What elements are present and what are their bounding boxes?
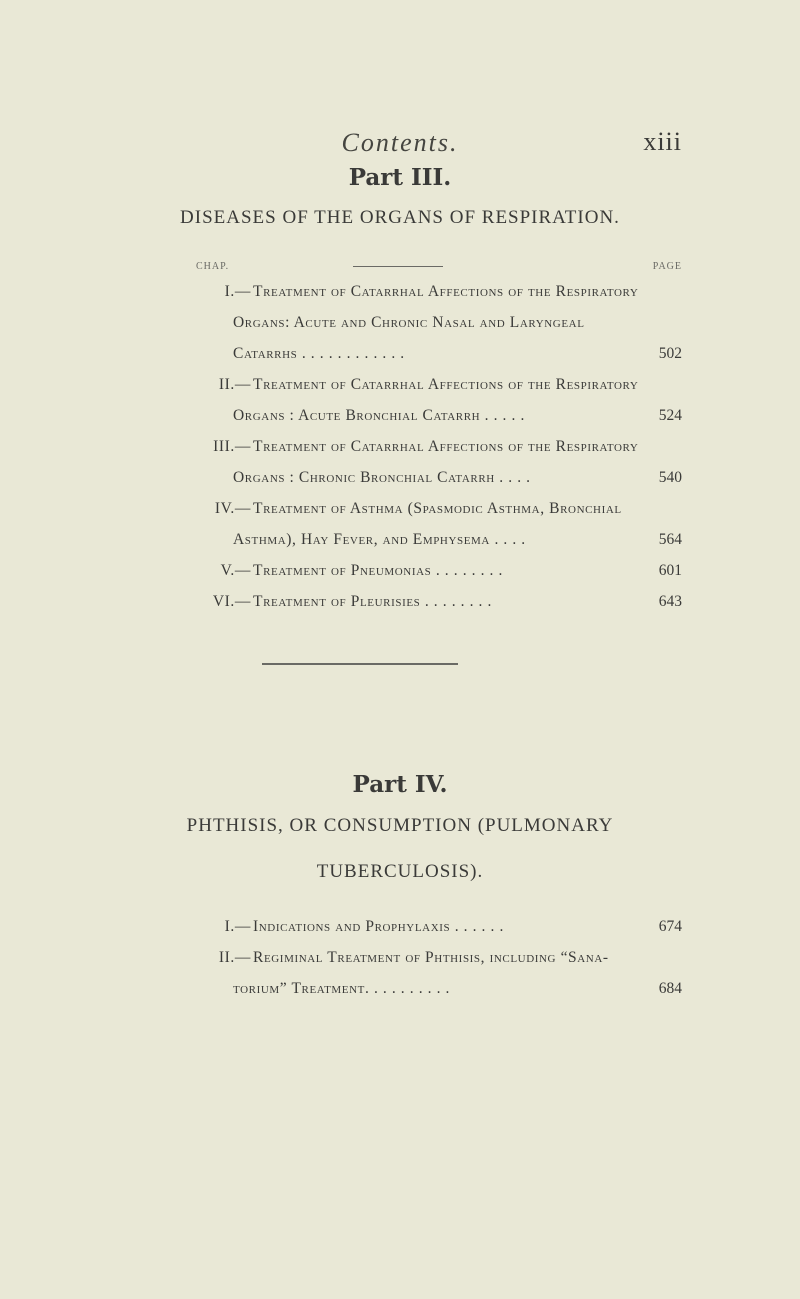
toc-entry-chapter-iii bbox=[213, 438, 683, 456]
header-rule bbox=[353, 266, 443, 267]
toc-entry-part-iv-chapter-i bbox=[224, 918, 683, 936]
chapter-title-line: Treatment of Pneumonias . . . . . . . . bbox=[253, 562, 503, 579]
chapter-number: I.— bbox=[224, 283, 251, 300]
chapter-page-number: 643 bbox=[658, 593, 682, 610]
chapter-number: VI.— bbox=[212, 593, 251, 610]
page-label: PAGE bbox=[652, 261, 682, 272]
toc-entry-chapter-v bbox=[220, 562, 683, 580]
toc-entry-chapter-vi bbox=[212, 593, 683, 611]
chapter-title-line: Organs : Chronic Bronchial Catarrh . . . . bbox=[233, 469, 531, 486]
chapter-number: I.— bbox=[224, 918, 251, 935]
chapter-page-number: 684 bbox=[658, 980, 682, 997]
toc-entry-chapter-ii bbox=[218, 376, 683, 394]
chapter-title-line: Treatment of Catarrhal Affections of the Respiratory bbox=[253, 376, 639, 393]
part-iv-title: Part IV. bbox=[352, 771, 448, 798]
chapter-page-number: 524 bbox=[658, 407, 682, 424]
toc-entry-part-iv-chapter-ii bbox=[218, 949, 683, 967]
chapter-page-number: 564 bbox=[658, 531, 682, 548]
chapter-page-number: 601 bbox=[658, 562, 682, 579]
chapter-title-line: torium” Treatment. . . . . . . . . . bbox=[233, 980, 451, 997]
chapter-page-number: 502 bbox=[658, 345, 682, 362]
chapter-number: II.— bbox=[218, 949, 251, 966]
chapter-title-line: Treatment of Asthma (Spasmodic Asthma, Bronchial bbox=[253, 500, 622, 517]
chapter-number: V.— bbox=[220, 562, 251, 579]
chapter-title-line: Treatment of Pleurisies . . . . . . . . bbox=[253, 593, 492, 610]
running-title: Contents. bbox=[341, 128, 459, 157]
chap-label: CHAP. bbox=[196, 261, 230, 272]
chapter-number: IV.— bbox=[214, 500, 251, 517]
page-number: xiii bbox=[643, 127, 682, 156]
chapter-page-number: 674 bbox=[658, 918, 682, 935]
chapter-title-line: Regiminal Treatment of Phthisis, including “Sana- bbox=[253, 949, 609, 966]
section-divider bbox=[262, 663, 458, 665]
chapter-number: II.— bbox=[218, 376, 251, 393]
part-iv-heading-line1: PHTHISIS, OR CONSUMPTION (PULMONARY bbox=[186, 815, 614, 836]
part-iv-heading-line2: TUBERCULOSIS). bbox=[316, 861, 484, 882]
chapter-number: III.— bbox=[213, 438, 251, 455]
chapter-title-line: Treatment of Catarrhal Affections of the Respiratory bbox=[253, 438, 639, 455]
toc-entry-chapter-iv bbox=[214, 500, 683, 518]
part-iii-heading: DISEASES OF THE ORGANS OF RESPIRATION. bbox=[180, 207, 620, 228]
chapter-title-line: Organs : Acute Bronchial Catarrh . . . . . bbox=[233, 407, 525, 424]
chapter-title-line: Asthma), Hay Fever, and Emphysema . . . . bbox=[233, 531, 526, 548]
chapter-title-line: Organs: Acute and Chronic Nasal and Laryngeal bbox=[233, 314, 585, 331]
chapter-title-line: Treatment of Catarrhal Affections of the Respiratory bbox=[253, 283, 639, 300]
toc-entry-chapter-i bbox=[224, 283, 683, 301]
chapter-page-number: 540 bbox=[658, 469, 682, 486]
chapter-title-line: Catarrhs . . . . . . . . . . . . bbox=[233, 345, 405, 362]
part-iii-title: Part III. bbox=[348, 164, 452, 191]
chapter-title-line: Indications and Prophylaxis . . . . . . bbox=[253, 918, 504, 935]
